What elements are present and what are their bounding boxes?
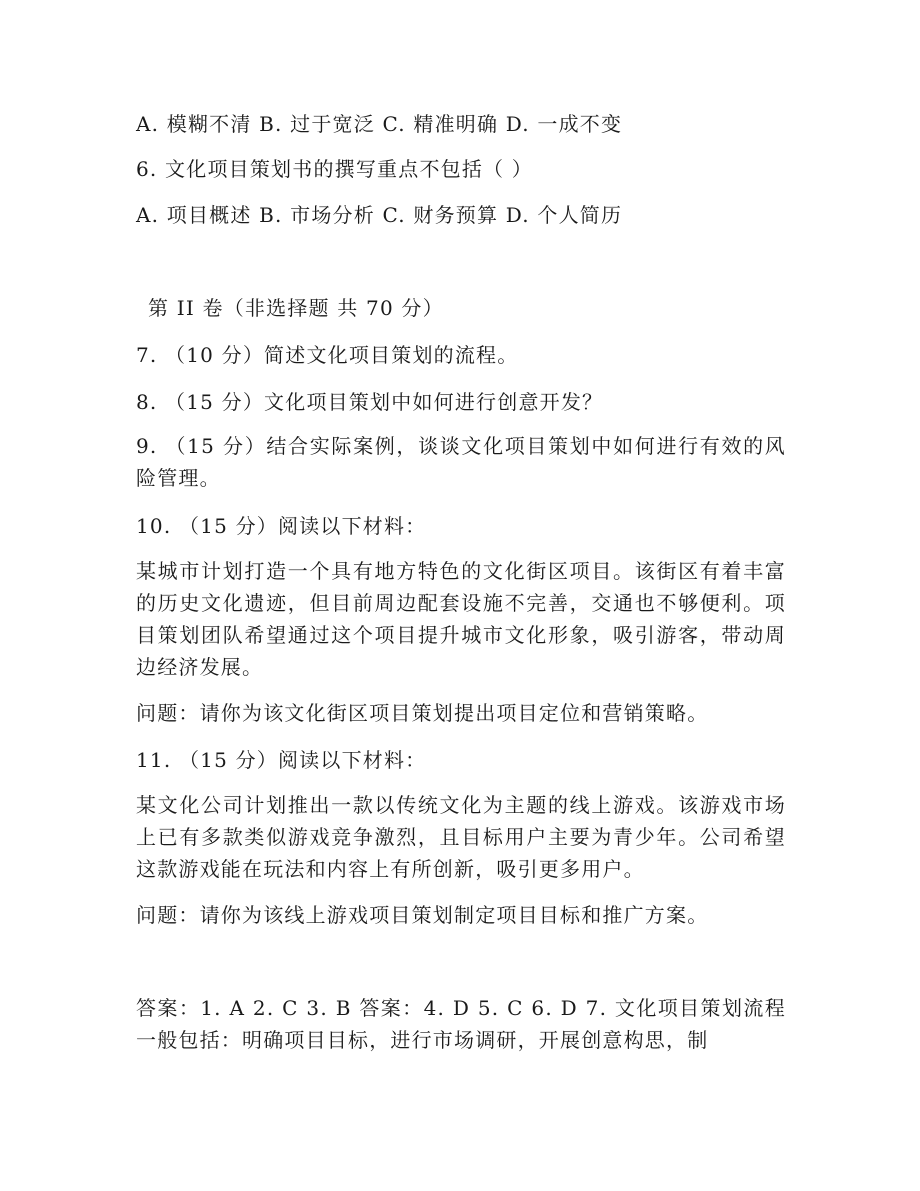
answers: 答案：1. A 2. C 3. B 答案：4. D 5. C 6. D 7. 文化项目策划流程一般包括：明确项目目标，进行市场调研，开展创意构思，制: [136, 996, 786, 1052]
q11-material: 某文化公司计划推出一款以传统文化为主题的线上游戏。该游戏市场上已有多款类似游戏竞争激烈，且目标用户主要为青少年。公司希望这款游戏能在玩法和内容上有所创新，吸引更多用户。: [136, 793, 786, 881]
q7: 7. （10 分）简述文化项目策划的流程。: [136, 343, 519, 367]
q11-question: 问题：请你为该线上游戏项目策划制定项目目标和推广方案。: [136, 903, 709, 927]
section2-title: 第 II 卷（非选择题 共 70 分）: [148, 296, 444, 320]
q10-question: 问题：请你为该文化街区项目策划提出项目定位和营销策略。: [136, 701, 709, 725]
q6-stem: 6. 文化项目策划书的撰写重点不包括（ ）: [136, 157, 533, 181]
q5-options: A. 模糊不清 B. 过于宽泛 C. 精准明确 D. 一成不变: [136, 112, 623, 136]
q10-stem: 10. （15 分）阅读以下材料：: [136, 514, 427, 538]
q6-options: A. 项目概述 B. 市场分析 C. 财务预算 D. 个人简历: [136, 203, 623, 227]
q9: 9. （15 分）结合实际案例，谈谈文化项目策划中如何进行有效的风险管理。: [136, 434, 786, 490]
q11-stem: 11. （15 分）阅读以下材料：: [136, 748, 427, 772]
q10-material: 某城市计划打造一个具有地方特色的文化街区项目。该街区有着丰富的历史文化遗迹，但目前周边配套设施不完善，交通也不够便利。项目策划团队希望通过这个项目提升城市文化形象，吸引游客，带动周边经济发展。: [136, 559, 786, 679]
q8: 8. （15 分）文化项目策划中如何进行创意开发？: [136, 390, 604, 414]
